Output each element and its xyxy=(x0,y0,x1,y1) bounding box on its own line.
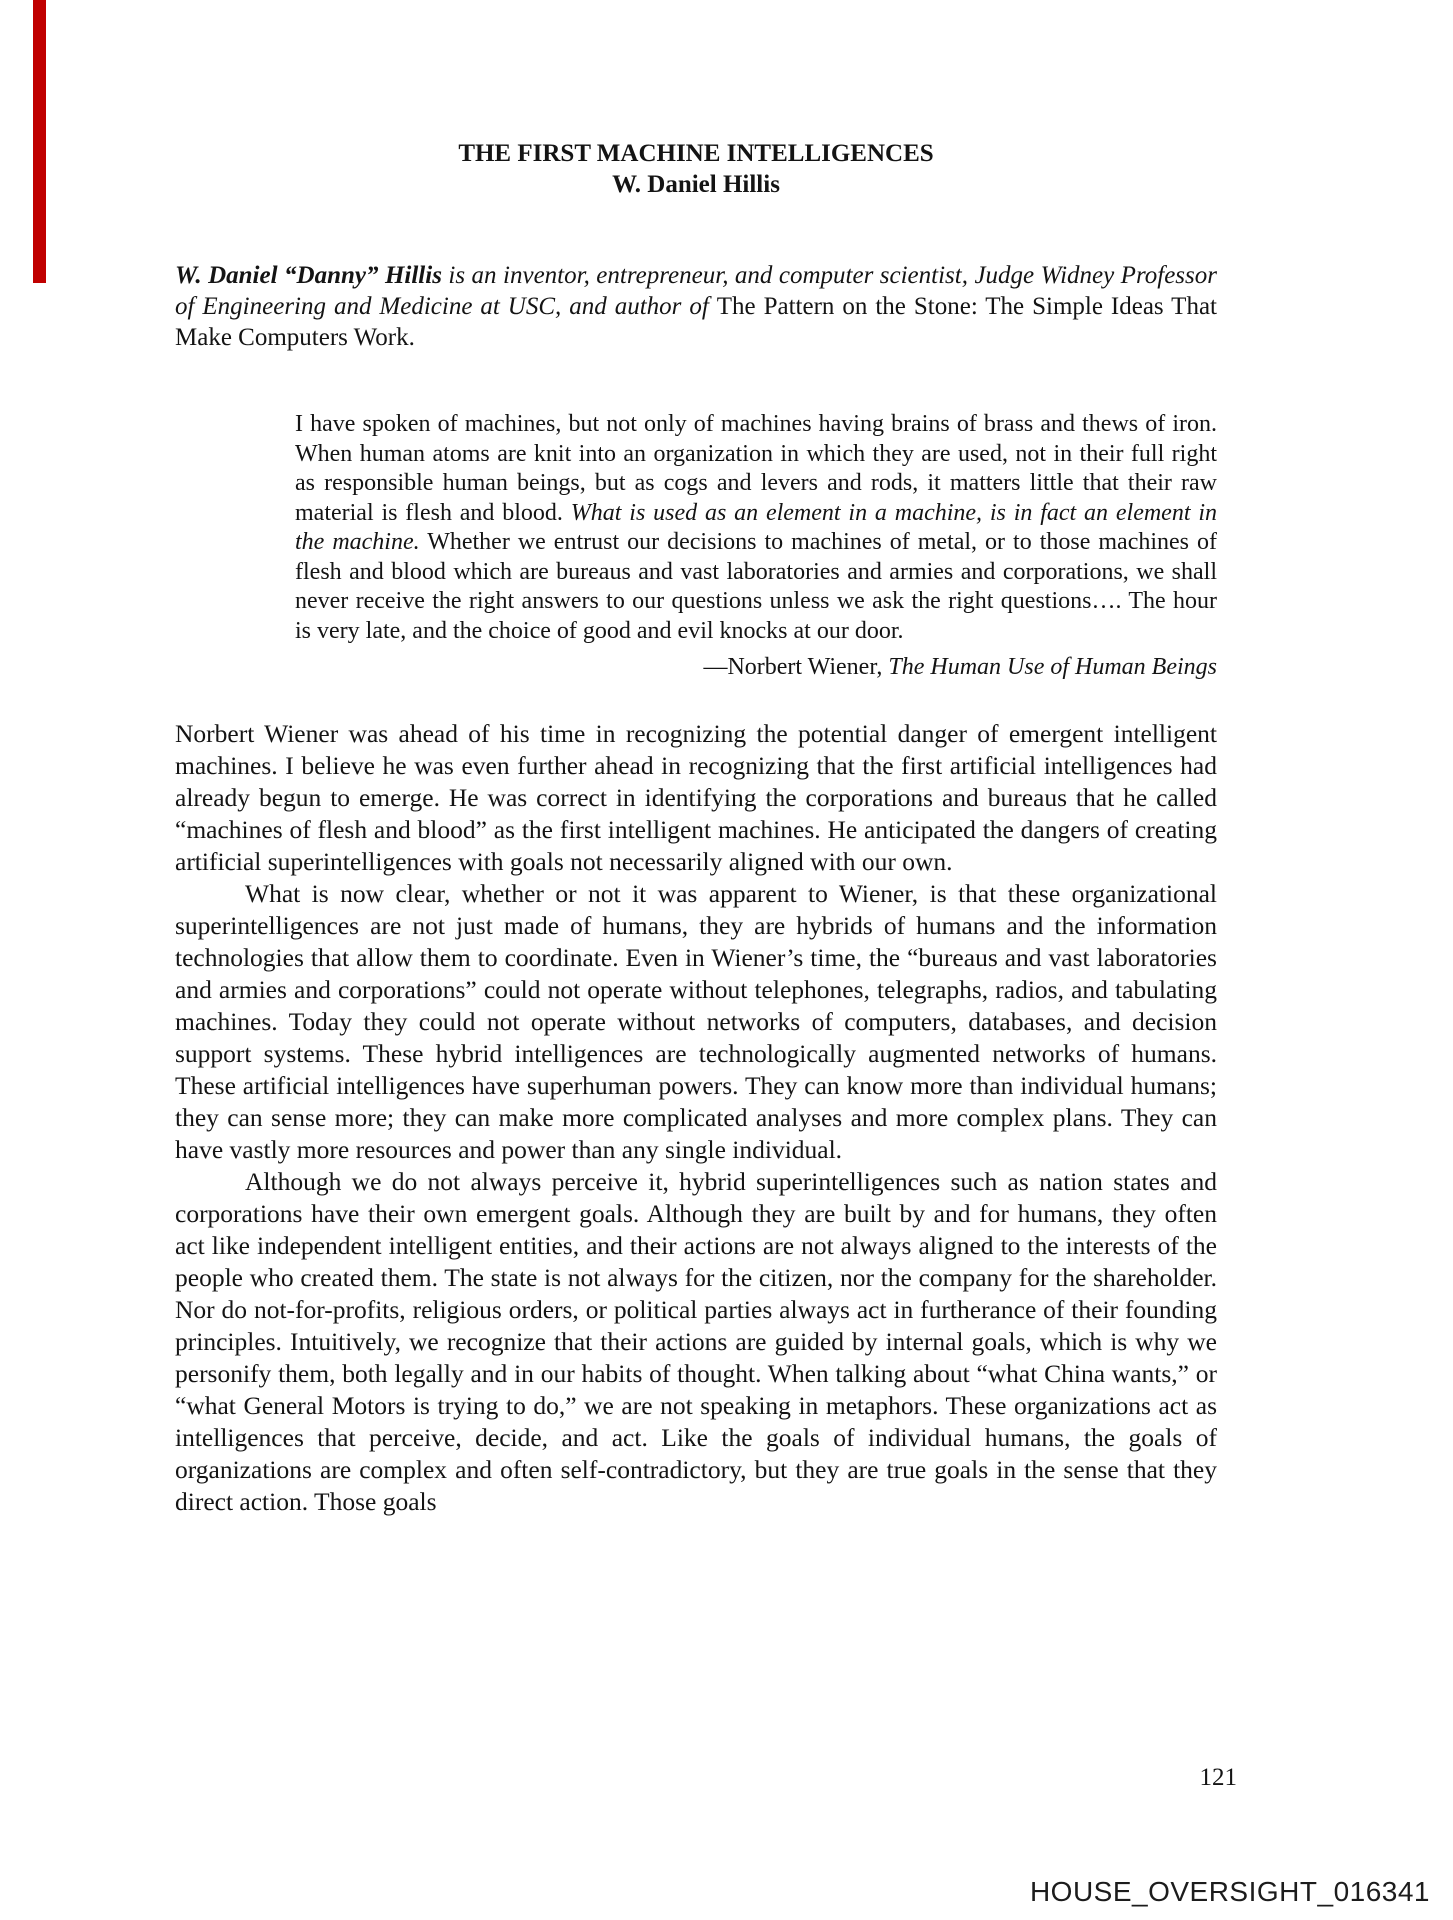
body-paragraph: What is now clear, whether or not it was apparent to Wiener, is that these organizational superintelligences are not just made of humans, they are hybrids of humans and the information technologies that allow them to coordinate. Even in Wiener’s time, the “bureaus and vast laboratories and armies and corporations” could not operate without telephones, telegraphs, radios, and tabulating machines. Today they could not operate without networks of computers, databases, and decision support systems. These hybrid intelligences are technologically augmented networks of humans. These artificial intelligences have superhuman powers. They can know more than individual humans; they can sense more; they can make more complicated analyses and more complex plans. They can have vastly more resources and power than any single individual. xyxy=(175,879,1217,1164)
epigraph-blockquote xyxy=(295,410,1217,646)
attribution-work-title: The Human Use of Human Beings xyxy=(888,654,1217,680)
page-number: 121 xyxy=(1199,1764,1237,1791)
bio-description: is an inventor, entrepreneur, and computer scientist, Judge Widney Professor of Engineering and Medicine at USC, and author of xyxy=(175,262,1217,320)
body-paragraph: Norbert Wiener was ahead of his time in recognizing the potential danger of emergent intelligent machines. I believe he was even further ahead in recognizing that the first artificial intelligences had already begun to emerge. He was correct in identifying the corporations and bureaus that he called “machines of flesh and blood” as the first intelligent machines. He anticipated the dangers of creating artificial superintelligences with goals not necessarily aligned with our own. xyxy=(175,719,1217,876)
page-title: THE FIRST MACHINE INTELLIGENCES xyxy=(458,140,934,167)
body-paragraph: Although we do not always perceive it, hybrid superintelligences such as nation states and corporations have their own emergent goals. Although they are built by and for humans, they often act like independent intelligent entities, and their actions are not always aligned to the interests of the people who created them. The state is not always for the citizen, nor the company for the shareholder. Nor do not-for-profits, religious orders, or political parties always act in furtherance of their founding principles. Intuitively, we recognize that their actions are guided by internal goals, which is why we personify them, both legally and in our habits of thought. When talking about “what China wants,” or “what General Motors is trying to do,” we are not speaking in metaphors. These organizations act as intelligences that perceive, decide, and act. Like the goals of individual humans, the goals of organizations are complex and often self-contradictory, but they are true goals in the sense that they direct action. Those goals xyxy=(175,1167,1217,1516)
epigraph-part2: Whether we entrust our decisions to machines of metal, or to those machines of flesh and blood which are bureaus and vast laboratories and armies and corporations, we shall never receive the right answers to our questions unless we ask the right questions…. The hour is very late, and the choice of good and evil knocks at our door. xyxy=(295,529,1218,644)
epigraph-attribution xyxy=(175,653,1217,682)
document-content xyxy=(175,138,1217,1518)
bio-author-name: W. Daniel “Danny” Hillis xyxy=(175,262,442,289)
epigraph-part1: I have spoken of machines, but not only of machines having brains of brass and thews of iron. When human atoms are knit into an organization in which they are used, not in their full right as responsible human beings, but as cogs and levers and rods, it matters little that their raw material is flesh and blood. xyxy=(295,411,1217,526)
body-text xyxy=(175,718,1217,1518)
title-block xyxy=(175,138,1217,200)
epigraph-italic-sentence: What is used as an element in a machine, is in fact an element in the machine. xyxy=(295,499,1217,555)
author-bio-paragraph xyxy=(175,260,1217,353)
attribution-author: —Norbert Wiener, xyxy=(703,654,889,680)
author-name: W. Daniel Hillis xyxy=(612,171,780,198)
bates-number: HOUSE_OVERSIGHT_016341 xyxy=(1029,1876,1430,1907)
red-margin-mark xyxy=(33,0,46,283)
bio-book-title: The Pattern on the Stone: The Simple Ideas That Make Computers Work. xyxy=(175,293,1217,351)
